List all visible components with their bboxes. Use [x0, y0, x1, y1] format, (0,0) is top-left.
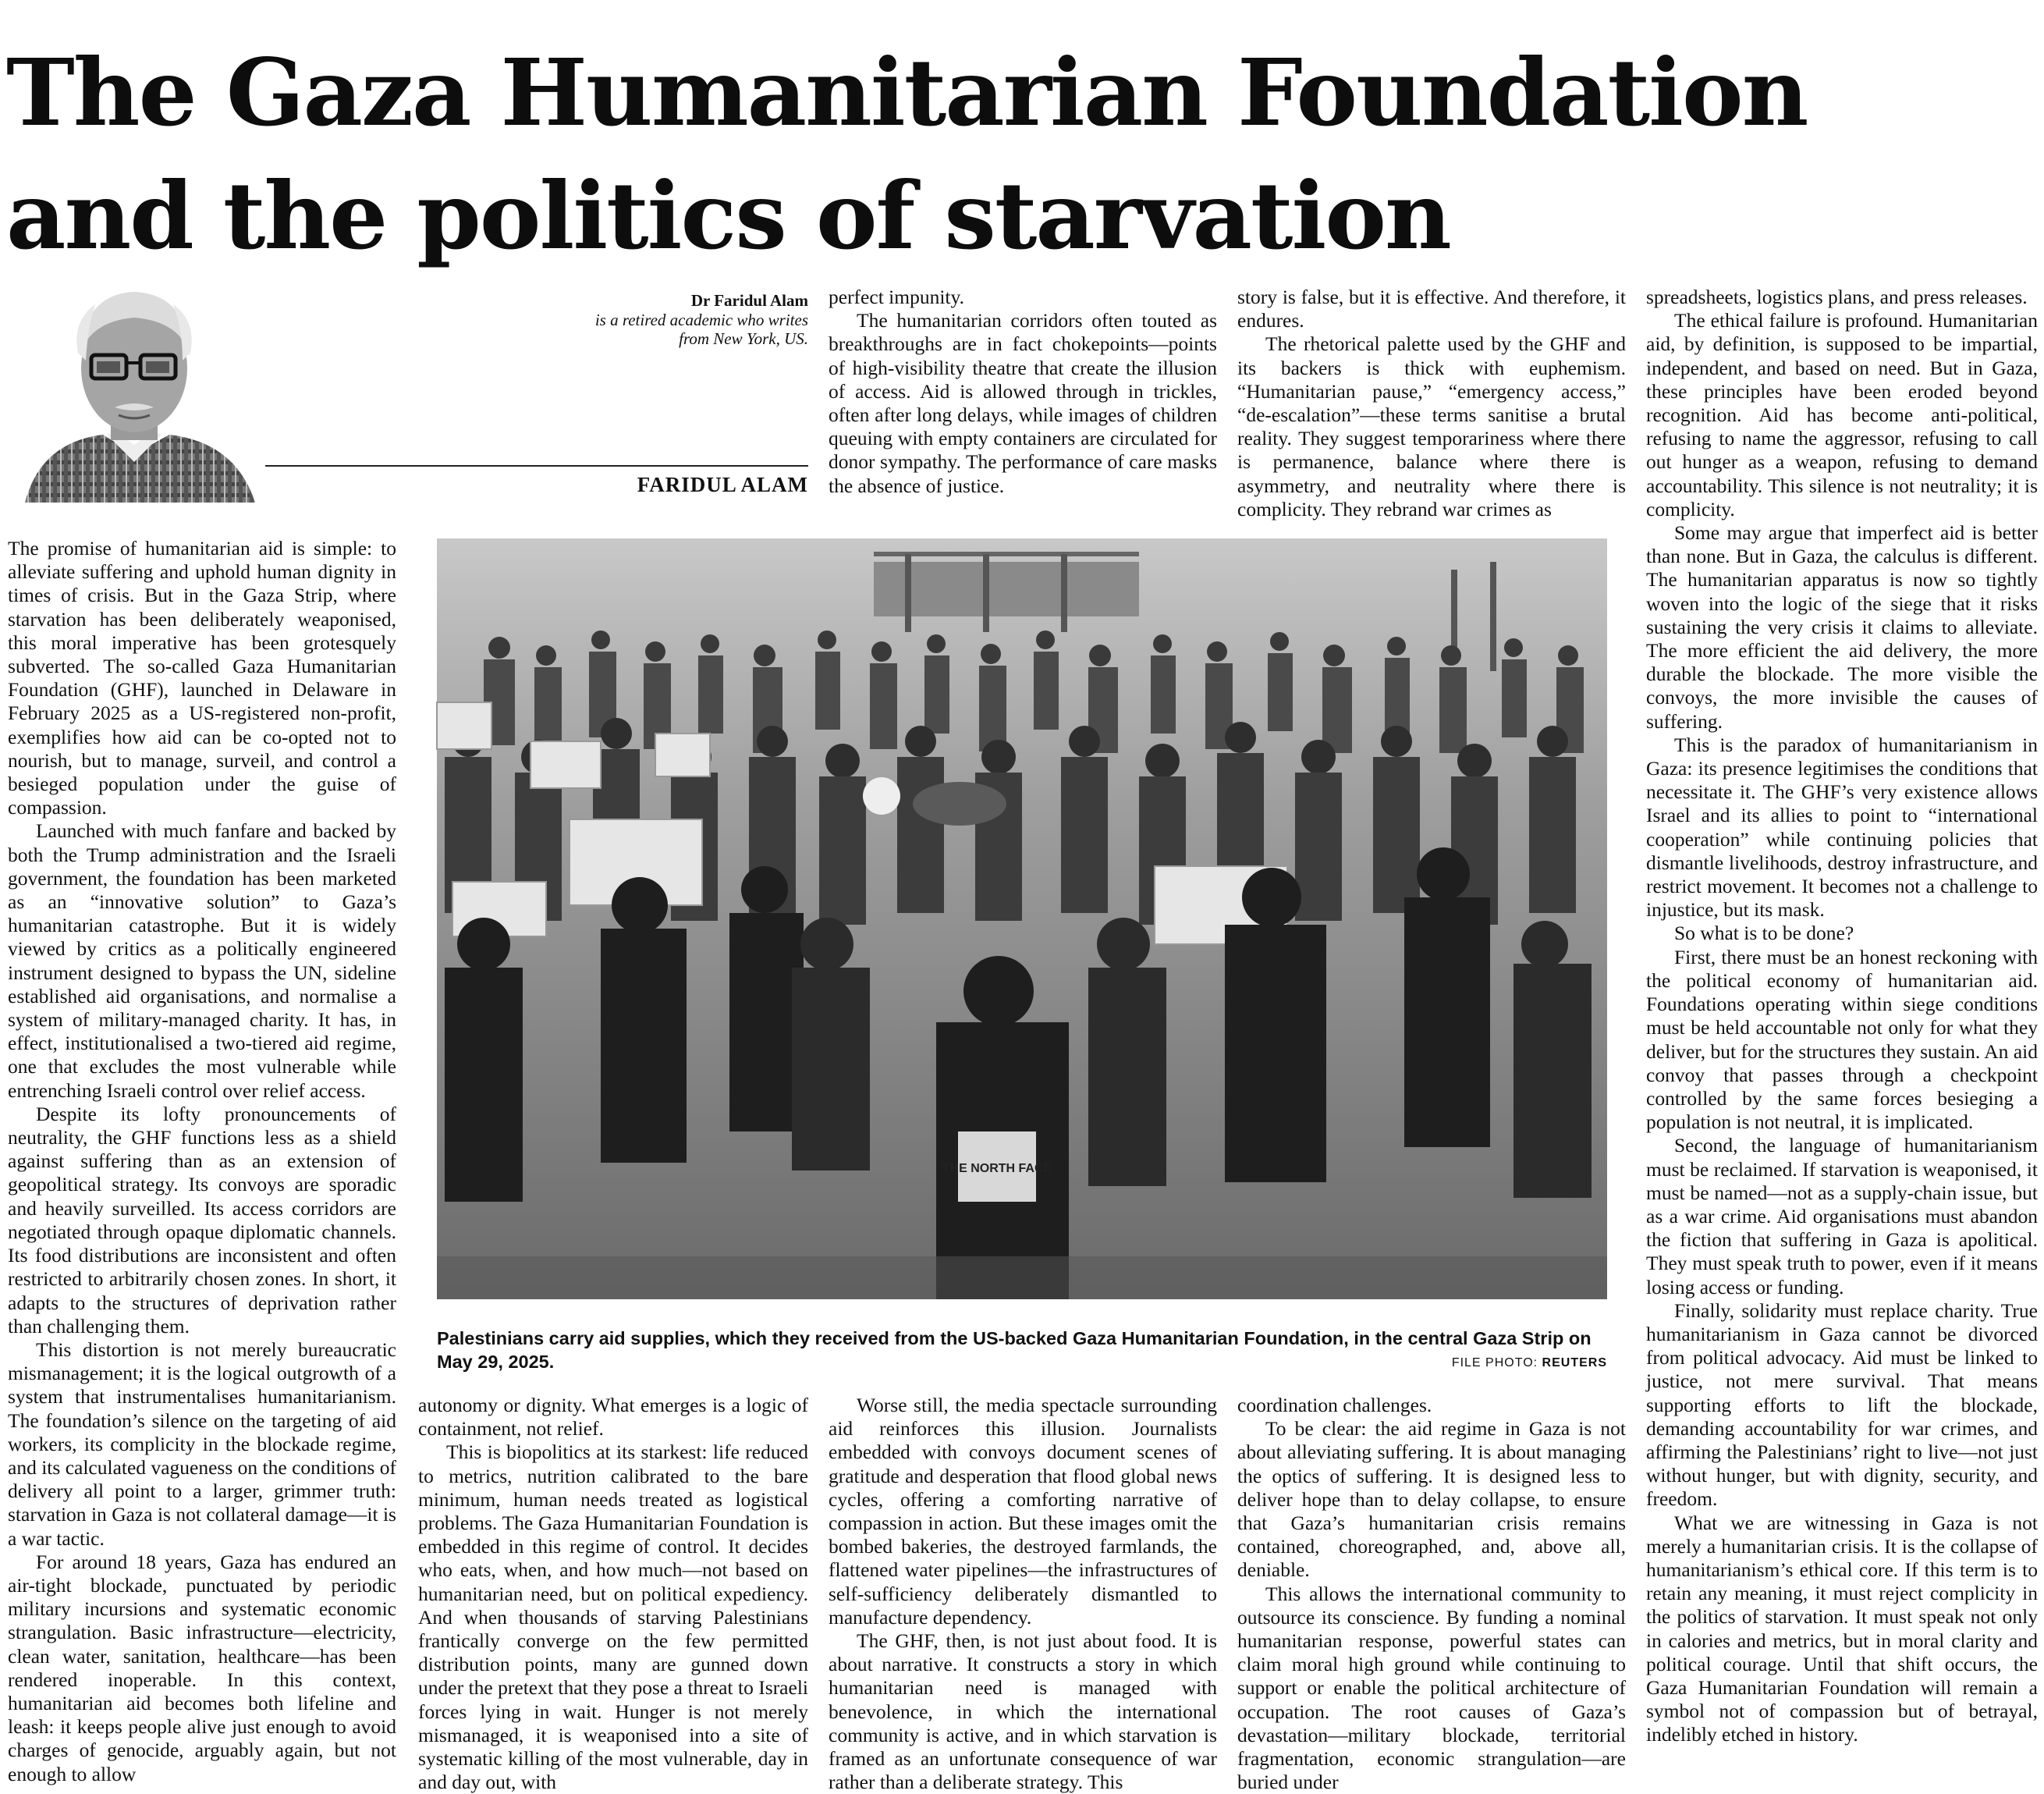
column-3-bottom	[829, 1394, 1217, 1794]
paragraph: Worse still, the media spectacle surrounding aid reinforces this illusion. Journalists embedded with convoys document scenes of gratitude and desperation that flood global news cycles, offering a comforting narrative of compassion in action. But these images omit the bombed bakeries, the destroyed farmlands, the flattened water pipelines—the infrastructures of self-sufficiency deliberately dismantled to manufacture dependency.	[829, 1394, 1217, 1629]
paragraph: story is false, but it is effective. And therefore, it endures.	[1237, 286, 1626, 332]
paragraph: This is the paradox of humanitarianism in Gaza: its presence legitimises the conditions that necessitate it. The GHF’s very existence allows Israel and its allies to point to “international cooperation” while continuing policies that dismantle livelihoods, destroy infrastructure, and restrict movement. It becomes not a challenge to injustice, but its mask.	[1646, 733, 2038, 922]
paragraph: This distortion is not merely bureaucratic mismanagement; it is the logical outgrowth of a system that instrumentalises humanitarianism. The foundation’s silence on the targeting of aid workers, its complicity in the blockade regime, and its calculated vagueness on the conditions of delivery all point to a larger, grimmer truth: starvation in Gaza is not collateral damage—it is a war tactic.	[8, 1338, 396, 1550]
paragraph: Some may argue that imperfect aid is better than none. But in Gaza, the calculus is different. The humanitarian apparatus is now so tightly woven into the logic of the siege that it risks sustaining the very crisis it claims to alleviate. The more efficient the aid delivery, the more durable the blockade. The more visible the convoys, the more invisible the causes of suffering.	[1646, 521, 2038, 733]
crowd-photo	[437, 538, 1607, 1299]
paragraph: What we are witnessing in Gaza is not merely a humanitarian crisis. It is the collapse of humanitarianism’s ethical core. If this term is to retain any meaning, it must reject complicity in the politics of starvation. It must speak not only in calories and metrics, but in moral clarity and political courage. Until that shift occurs, the Gaza Humanitarian Foundation will remain a symbol not of compassion but of betrayal, indelibly etched in history.	[1646, 1511, 2038, 1746]
paragraph: So what is to be done?	[1674, 922, 1854, 945]
headline-line-1: The Gaza Humanitarian Foundation	[6, 38, 1808, 147]
paragraph: For around 18 years, Gaza has endured an air-tight blockade, punctuated by periodic military incursions and systematic economic strangulation. Basic infrastructure—electricity, clean water, sanitation, healthcare—has been rendered inoperable. In this context, humanitarian aid becomes both lifeline and leash: it keeps people alive just enough to avoid charges of genocide, arguably again, but not enough to allow	[8, 1550, 396, 1785]
headline-line-2: and the politics of starvation	[6, 162, 1450, 270]
paragraph: First, there must be an honest reckoning with the political economy of humanitarian aid. Foundations operating within siege conditions must be held accountable not only for what they deliver, but for the structures they sustain. An aid convoy that passes through a checkpoint controlled by the same forces besieging a population is not neutral, it is implicated.	[1646, 945, 2038, 1134]
column-4-top	[1237, 286, 1626, 520]
paragraph: Launched with much fanfare and backed by both the Trump administration and the Israeli government, the foundation has been marketed as an “innovative solution” to Gaza’s humanitarian catastrophe. But it is widely viewed by critics as a politically engineered instrument designed to bypass the UN, sideline established aid organisations, and normalise a system of military-managed charity. It has, in effect, institutionalised a two-tiered aid regime, one that excludes the most vulnerable while entrenching Israeli control over relief access.	[8, 819, 396, 1102]
credit-label: FILE PHOTO:	[1451, 1356, 1538, 1369]
paragraph: autonomy or dignity. What emerges is a logic of containment, not relief.	[418, 1394, 808, 1441]
credit-source: REUTERS	[1542, 1356, 1607, 1369]
paragraph: The humanitarian corridors often touted as breakthroughs are in fact chokepoints—points of high-visibility theatre that create the illusion of access. Aid is allowed through in trickles, often after long delays, while images of children queuing with empty containers are circulated for donor sympathy. The performance of care masks the absence of justice.	[829, 309, 1217, 497]
author-bio-line-2: from New York, US.	[679, 329, 808, 348]
paragraph: The ethical failure is profound. Humanitarian aid, by definition, is supposed to be impartial, independent, and based on need. But in Gaza, these principles have been eroded beyond recognition. Aid has become anti-political, refusing to name the aggressor, refusing to call out hunger as a weapon, refusing to demand accountability. This silence is not neutrality; it is complicity.	[1646, 309, 2038, 520]
column-5	[1646, 286, 2038, 1772]
photo-credit	[1326, 1356, 1607, 1370]
headline	[6, 31, 2035, 278]
column-1	[8, 537, 396, 1785]
author-name: Dr Faridul Alam	[690, 291, 808, 310]
paragraph: perfect impunity.	[829, 286, 964, 308]
author-photo	[9, 275, 259, 503]
paragraph: The GHF, then, is not just about food. It is about narrative. It constructs a story in which humanitarian need is managed with benevolence, in which the international community is active, and in which starvation is framed as an unfortunate consequence of war rather than a deliberate strategy. This	[829, 1629, 1217, 1794]
paragraph: coordination challenges.	[1237, 1394, 1432, 1416]
paragraph: Finally, solidarity must replace charity. True humanitarianism in Gaza cannot be divorced from political advocacy. Aid must be linked to justice, not mere survival. That means supporting efforts to lift the blockade, demanding accountability for war crimes, and affirming the Palestinians’ right to live—not just without hunger, but with dignity, security, and freedom.	[1646, 1298, 2038, 1511]
byline: FARIDUL ALAM	[637, 473, 808, 496]
paragraph: spreadsheets, logistics plans, and press releases.	[1646, 286, 2028, 308]
byline-rule	[265, 465, 808, 467]
paragraph: This is biopolitics at its starkest: life reduced to metrics, nutrition calibrated to the bare minimum, human needs treated as logistical problems. The Gaza Humanitarian Foundation is embedded in this regime of control. It decides who eats, when, and how much—not based on humanitarian need, but on political expediency. And when thousands of starving Palestinians frantically converge on the few permitted distribution points, many are gunned down under the pretext that they pose a threat to Israeli forces lying in wait. Hunger is not merely mismanaged, it is weaponised into a site of systematic killing of the most vulnerable, day in and day out, with	[418, 1441, 808, 1794]
shirt-logo: THE NORTH FACE	[942, 1162, 1052, 1175]
column-2-bottom	[418, 1394, 808, 1794]
author-bio-line-1: is a retired academic who writes	[594, 311, 808, 329]
paragraph: This allows the international community to outsource its conscience. By funding a nominal humanitarian response, powerful states can claim moral high ground while continuing to support or enable the political architecture of occupation. The root causes of Gaza’s devastation—military blockade, territorial fragmentation, economic strangulation—are buried under	[1237, 1582, 1626, 1794]
column-3-top	[829, 286, 1217, 513]
author-meta	[499, 290, 808, 348]
paragraph: To be clear: the aid regime in Gaza is not about alleviating suffering. It is about managing the optics of suffering. It is designed less to deliver hope than to delay collapse, to ensure that Gaza’s humanitarian crisis remains contained, choreographed, and, above all, deniable.	[1237, 1417, 1626, 1582]
paragraph: Second, the language of humanitarianism must be reclaimed. If starvation is weaponised, it must be named—not as a supply-chain issue, but as a war crime. Aid organisations must abandon the fiction that suffering in Gaza is apolitical. They must speak truth to power, even if it means losing access or funding.	[1646, 1134, 2038, 1298]
column-4-bottom	[1237, 1394, 1626, 1794]
photo-caption: Palestinians carry aid supplies, which they received from the US-backed Gaza Humanitarian Foundation, in the central Gaza Strip on May 29, 2025.	[437, 1328, 1592, 1372]
paragraph: Despite its lofty pronouncements of neutrality, the GHF functions less as a shield against suffering than as an extension of geopolitical strategy. Its convoys are sporadic and heavily surveilled. Its access corridors are negotiated through opaque diplomatic channels. Its food distributions are inconsistent and often restricted to arbitrarily chosen zones. In short, it adapts to the structures of deprivation rather than challenging them.	[8, 1102, 396, 1338]
paragraph: The rhetorical palette used by the GHF and its backers is thick with euphemism. “Humanitarian pause,” “emergency access,” “de-escalation”—these terms sanitise a brutal reality. They suggest temporariness where there is permanence, balance where there is asymmetry, and neutrality where there is complicity. They rebrand war crimes as	[1237, 332, 1626, 520]
paragraph: The promise of humanitarian aid is simple: to alleviate suffering and uphold human dignity in times of crisis. But in the Gaza Strip, where starvation has been deliberately weaponised, this moral imperative has been grotesquely subverted. The so-called Gaza Humanitarian Foundation (GHF), launched in Delaware in February 2025 as a US-registered non-profit, exemplifies how aid can be co-opted not to nourish, but to manage, surveil, and control a besieged population under the guise of compassion.	[8, 537, 396, 819]
